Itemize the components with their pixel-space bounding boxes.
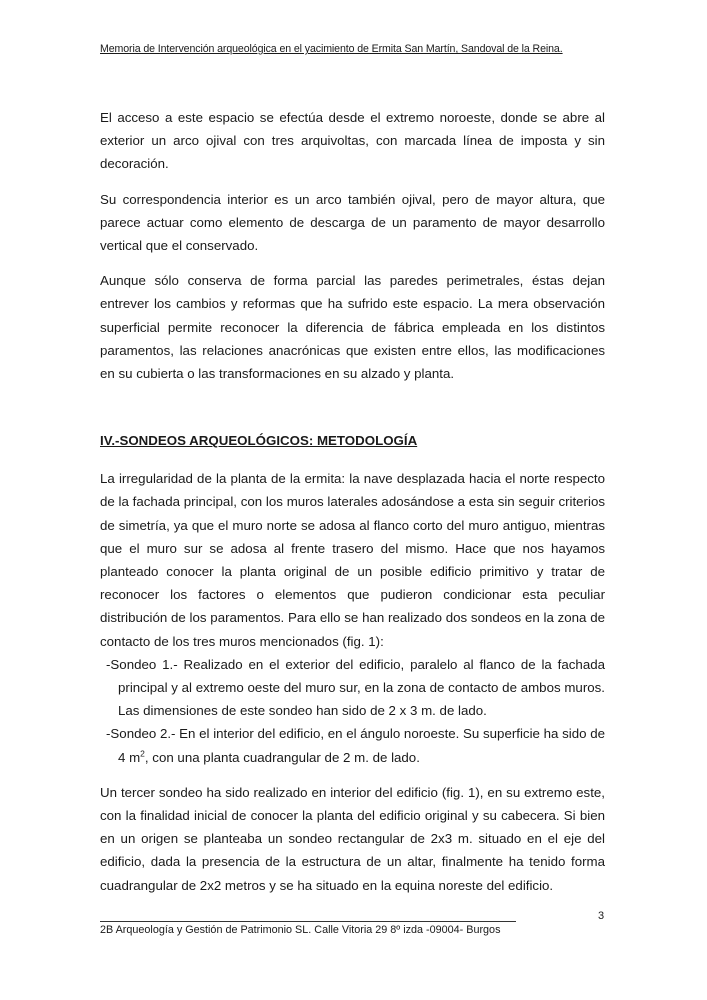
sondeo-2-text-end: , con una planta cuadrangular de 2 m. de lado. bbox=[144, 749, 420, 765]
sondeo-list bbox=[100, 653, 605, 769]
body-text bbox=[100, 106, 605, 909]
footer-company: 2B Arqueología y Gestión de Patrimonio SL. Calle Vitoria 29 8º izda -09004- Burgos bbox=[100, 924, 501, 936]
sondeo-2-text: -Sondeo 2.- En el interior del edificio, en el ángulo noroeste. Su superficie ha sido de 4 m bbox=[106, 726, 605, 765]
paragraph-interior-arch: Su correspondencia interior es un arco también ojival, pero de mayor altura, que parece actuar como elemento de descarga de un paramento de mayor desarrollo vertical que el conservado. bbox=[100, 191, 605, 254]
section-title: IV.-SONDEOS ARQUEOLÓGICOS: METODOLOGÍA bbox=[100, 433, 418, 449]
list-item-sondeo-1: -Sondeo 1.- Realizado en el exterior del edificio, paralelo al flanco de la fachada principal y al extremo oeste del muro sur, en la zona de contacto de ambos muros. Las dimensiones de este sondeo han sido de 2 x 3 m. de lado. bbox=[106, 656, 605, 719]
footer-divider bbox=[100, 921, 516, 922]
page-number: 3 bbox=[598, 910, 605, 922]
paragraph-third-sondeo: Un tercer sondeo ha sido realizado en interior del edificio (fig. 1), en su extremo este, con la finalidad inicial de conocer la planta del edificio original y su cabecera. Si bien en un origen se planteaba un sondeo rectangular de 2x3 m. situado en el eje del edificio, dada la presencia de la estructura de un altar, finalmente ha tenido forma cuadrangular de 2x2 metros y se ha situado en la equina noreste del edificio. bbox=[100, 784, 605, 893]
paragraph-access: El acceso a este espacio se efectúa desde el extremo noroeste, donde se abre al exterior un arco ojival con tres arquivoltas, con marcada línea de imposta y sin decoración. bbox=[100, 110, 605, 172]
paragraph-walls: Aunque sólo conserva de forma parcial las paredes perimetrales, éstas dejan entrever los cambios y reformas que ha sufrido este espacio. La mera observación superficial permite reconocer la diferencia de fábrica empleada en los distintos paramentos, las relaciones anacrónicas que existen entre ellos, las modificaciones en su cubierta o las transformaciones en su alzado y planta. bbox=[100, 273, 605, 382]
section-intro: La irregularidad de la planta de la ermita: la nave desplazada hacia el norte respecto de la fachada principal, con los muros laterales adosándose a esta sin seguir criterios de simetría, ya que el muro norte se adosa al flanco corto del muro antiguo, mientras que el muro sur se adosa al frente trasero del mismo. Hace que nos hayamos planteado conocer la planta original de un posible edificio primitivo y tratar de reconocer los factores o elementos que pudieron condicionar esta peculiar distribución de los paramentos. Para ello se han realizado dos sondeos en la zona de contacto de los tres muros mencionados (fig. 1): bbox=[100, 471, 605, 649]
running-header: Memoria de Intervención arqueológica en el yacimiento de Ermita San Martín, Sandoval de la Reina. bbox=[100, 43, 563, 55]
list-item-sondeo-2 bbox=[100, 722, 605, 768]
superscript-2: 2 bbox=[140, 748, 145, 759]
